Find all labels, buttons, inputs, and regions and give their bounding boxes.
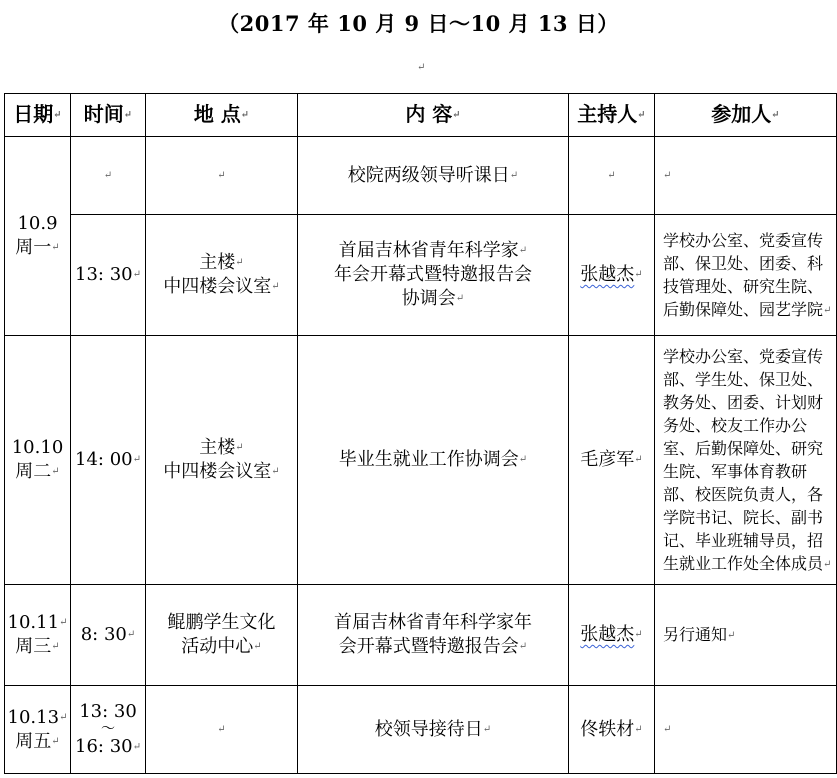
time-cell: ↵ (71, 137, 146, 215)
content-cell: 毕业生就业工作协调会↵ (298, 336, 569, 585)
header-place: 地 点↵ (146, 94, 298, 137)
header-time: 时间↵ (71, 94, 146, 137)
time-cell: 13: 30 ～ 16: 30↵ (71, 686, 146, 774)
host-cell: 佟轶材↵ (569, 686, 655, 774)
header-participants: 参加人↵ (655, 94, 837, 137)
header-host: 主持人↵ (569, 94, 655, 137)
participants-cell: 学校办公室、党委宣传部、学生处、保卫处、教务处、团委、计划财务处、校友工作办公室、后勤保障处、研究生院、军事体育教研部、校医院负责人，各学院书记、院长、副书记、毕业班辅导员，招生就业工作处全体成员↵ (655, 336, 837, 585)
content-cell: 校领导接待日↵ (298, 686, 569, 774)
place-cell: ↵ (146, 686, 298, 774)
table-row (5, 137, 837, 215)
time-cell: 14: 00↵ (71, 336, 146, 585)
place-cell: 主楼↵ 中四楼会议室↵ (146, 215, 298, 336)
host-cell: 张越杰↵ (569, 585, 655, 686)
content-cell: 首届吉林省青年科学家年 会开幕式暨特邀报告会↵ (298, 585, 569, 686)
page-title: （2017 年 10 月 9 日～10 月 13 日） (218, 11, 619, 36)
table-row (5, 336, 837, 585)
host-cell: 张越杰↵ (569, 215, 655, 336)
date-cell: 10.9 周一↵ (5, 137, 71, 336)
schedule-table (4, 93, 837, 774)
content-cell: 校院两级领导听课日↵ (298, 137, 569, 215)
place-cell: ↵ (146, 137, 298, 215)
header-content: 内 容↵ (298, 94, 569, 137)
header-date: 日期↵ (5, 94, 71, 137)
header-row (5, 94, 837, 137)
host-cell: 毛彦军↵ (569, 336, 655, 585)
participants-cell: 另行通知↵ (655, 585, 837, 686)
table-row (5, 215, 837, 336)
paragraph-mark: ↵ (417, 62, 426, 73)
date-cell: 10.13↵ 周五↵ (5, 686, 71, 774)
table-row (5, 686, 837, 774)
date-cell: 10.10 周二↵ (5, 336, 71, 585)
host-cell: ↵ (569, 137, 655, 215)
participants-cell: 学校办公室、党委宣传部、保卫处、团委、科技管理处、研究生院、后勤保障处、园艺学院↵ (655, 215, 837, 336)
table-row (5, 585, 837, 686)
content-cell: 首届吉林省青年科学家↵ 年会开幕式暨特邀报告会 协调会↵ (298, 215, 569, 336)
participants-cell: ↵ (655, 137, 837, 215)
time-cell: 8: 30↵ (71, 585, 146, 686)
place-cell: 鲲鹏学生文化 活动中心↵ (146, 585, 298, 686)
participants-cell: ↵ (655, 686, 837, 774)
date-cell: 10.11↵ 周三↵ (5, 585, 71, 686)
place-cell: 主楼↵ 中四楼会议室↵ (146, 336, 298, 585)
time-cell: 13: 30↵ (71, 215, 146, 336)
